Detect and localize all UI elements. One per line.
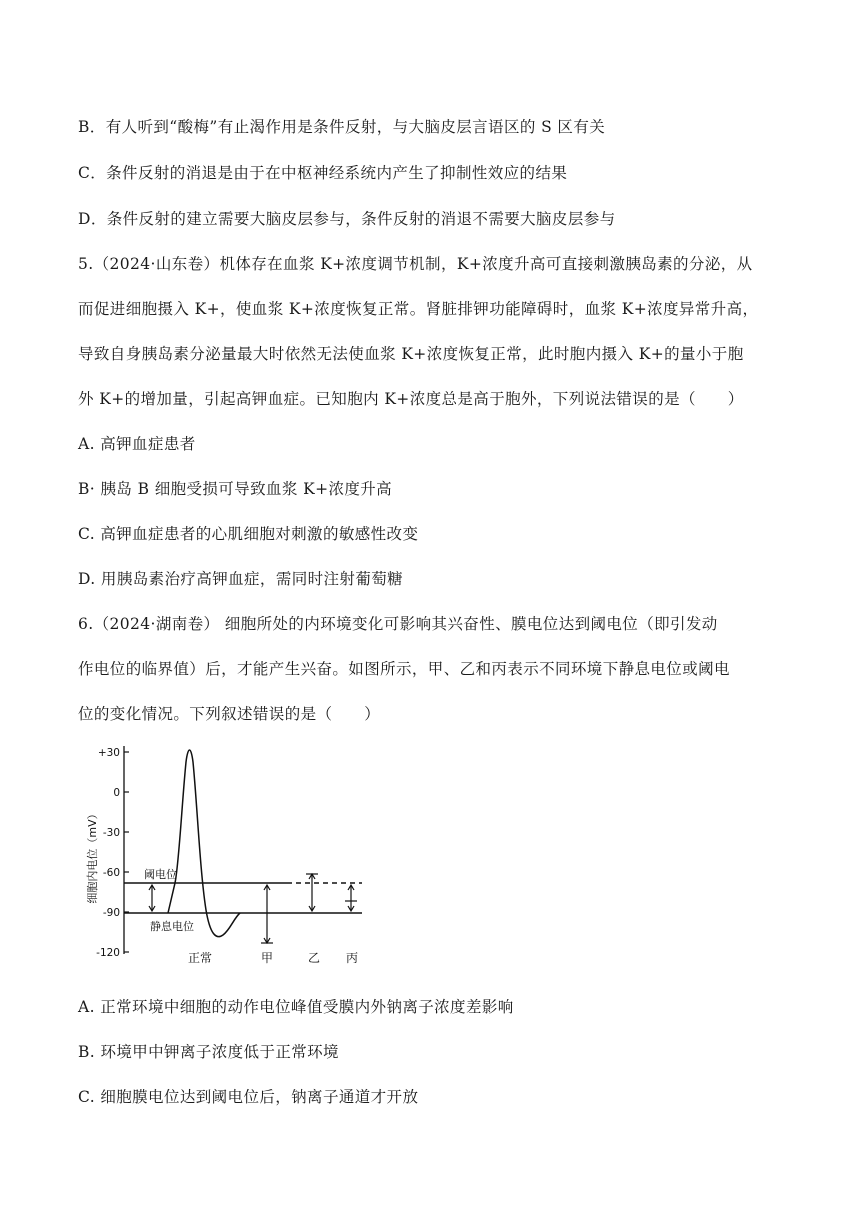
option-line: B．有人听到“酸梅”有止渴作用是条件反射，与大脑皮层言语区的 S 区有关 [78,118,606,136]
question-stem-line: 外 K+的增加量，引起高钾血症。已知胞内 K+浓度总是高于胞外，下列说法错误的是（ ） [78,390,744,408]
y-tick-label: -30 [102,827,120,839]
option-line: C. 细胞膜电位达到阈电位后，钠离子通道才开放 [78,1088,419,1106]
question-stem-line: 导致自身胰岛素分泌量最大时依然无法使血浆 K+浓度恢复正常，此时胞内摄入 K+的量小于胞 [78,345,744,363]
option-line: B. 环境甲中钾离子浓度低于正常环境 [78,1043,339,1061]
option-line: B· 胰岛 B 细胞受损可导致血浆 K+浓度升高 [78,480,393,498]
question-stem-line: 而促进细胞摄入 K+，使血浆 K+浓度恢复正常。肾脏排钾功能障碍时，血浆 K+浓度异常升高， [78,300,759,318]
y-tick-label: -90 [102,907,120,919]
option-line: A. 高钾血症患者 [78,435,196,453]
action-potential-curve [168,750,240,937]
arrow-jia [261,885,273,943]
question-stem-line: 5.（2024·山东卷）机体存在血浆 K+浓度调节机制，K+浓度升高可直接刺激胰岛素的分泌，从 [78,255,753,273]
arrow-bing [345,885,357,911]
option-line: C. 高钾血症患者的心肌细胞对刺激的敏感性改变 [78,525,419,543]
option-line: D. 用胰岛素治疗高钾血症，需同时注射葡萄糖 [78,570,404,588]
x-label-yi: 乙 [307,951,321,965]
question-stem-line: 作电位的临界值）后，才能产生兴奋。如图所示，甲、乙和丙表示不同环境下静息电位或阈电 [78,660,730,678]
y-axis-label: 细胞内电位（mV） [86,808,99,904]
y-tick-label: -120 [96,947,120,959]
threshold-label: 阈电位 [144,868,177,881]
option-line: A. 正常环境中细胞的动作电位峰值受膜内外钠离子浓度差影响 [78,998,514,1016]
option-line: D．条件反射的建立需要大脑皮层参与，条件反射的消退不需要大脑皮层参与 [78,210,616,228]
y-ticks [124,752,129,952]
x-label-normal: 正常 [187,951,213,965]
y-tick-label: +30 [97,747,120,759]
x-label-bing: 丙 [345,951,359,965]
x-label-jia: 甲 [260,951,274,965]
question-stem-line: 位的变化情况。下列叙述错误的是（ ） [78,705,381,723]
option-line: C．条件反射的消退是由于在中枢神经系统内产生了抑制性效应的结果 [78,164,568,182]
normal-gap-arrow [149,885,155,911]
membrane-potential-figure [82,742,372,974]
y-tick-label: 0 [113,787,120,799]
arrow-yi [306,874,318,911]
y-tick-label: -60 [102,867,120,879]
question-stem-line: 6.（2024·湖南卷） 细胞所处的内环境变化可影响其兴奋性、膜电位达到阈电位（即引发动 [78,615,718,633]
resting-label: 静息电位 [150,920,194,933]
